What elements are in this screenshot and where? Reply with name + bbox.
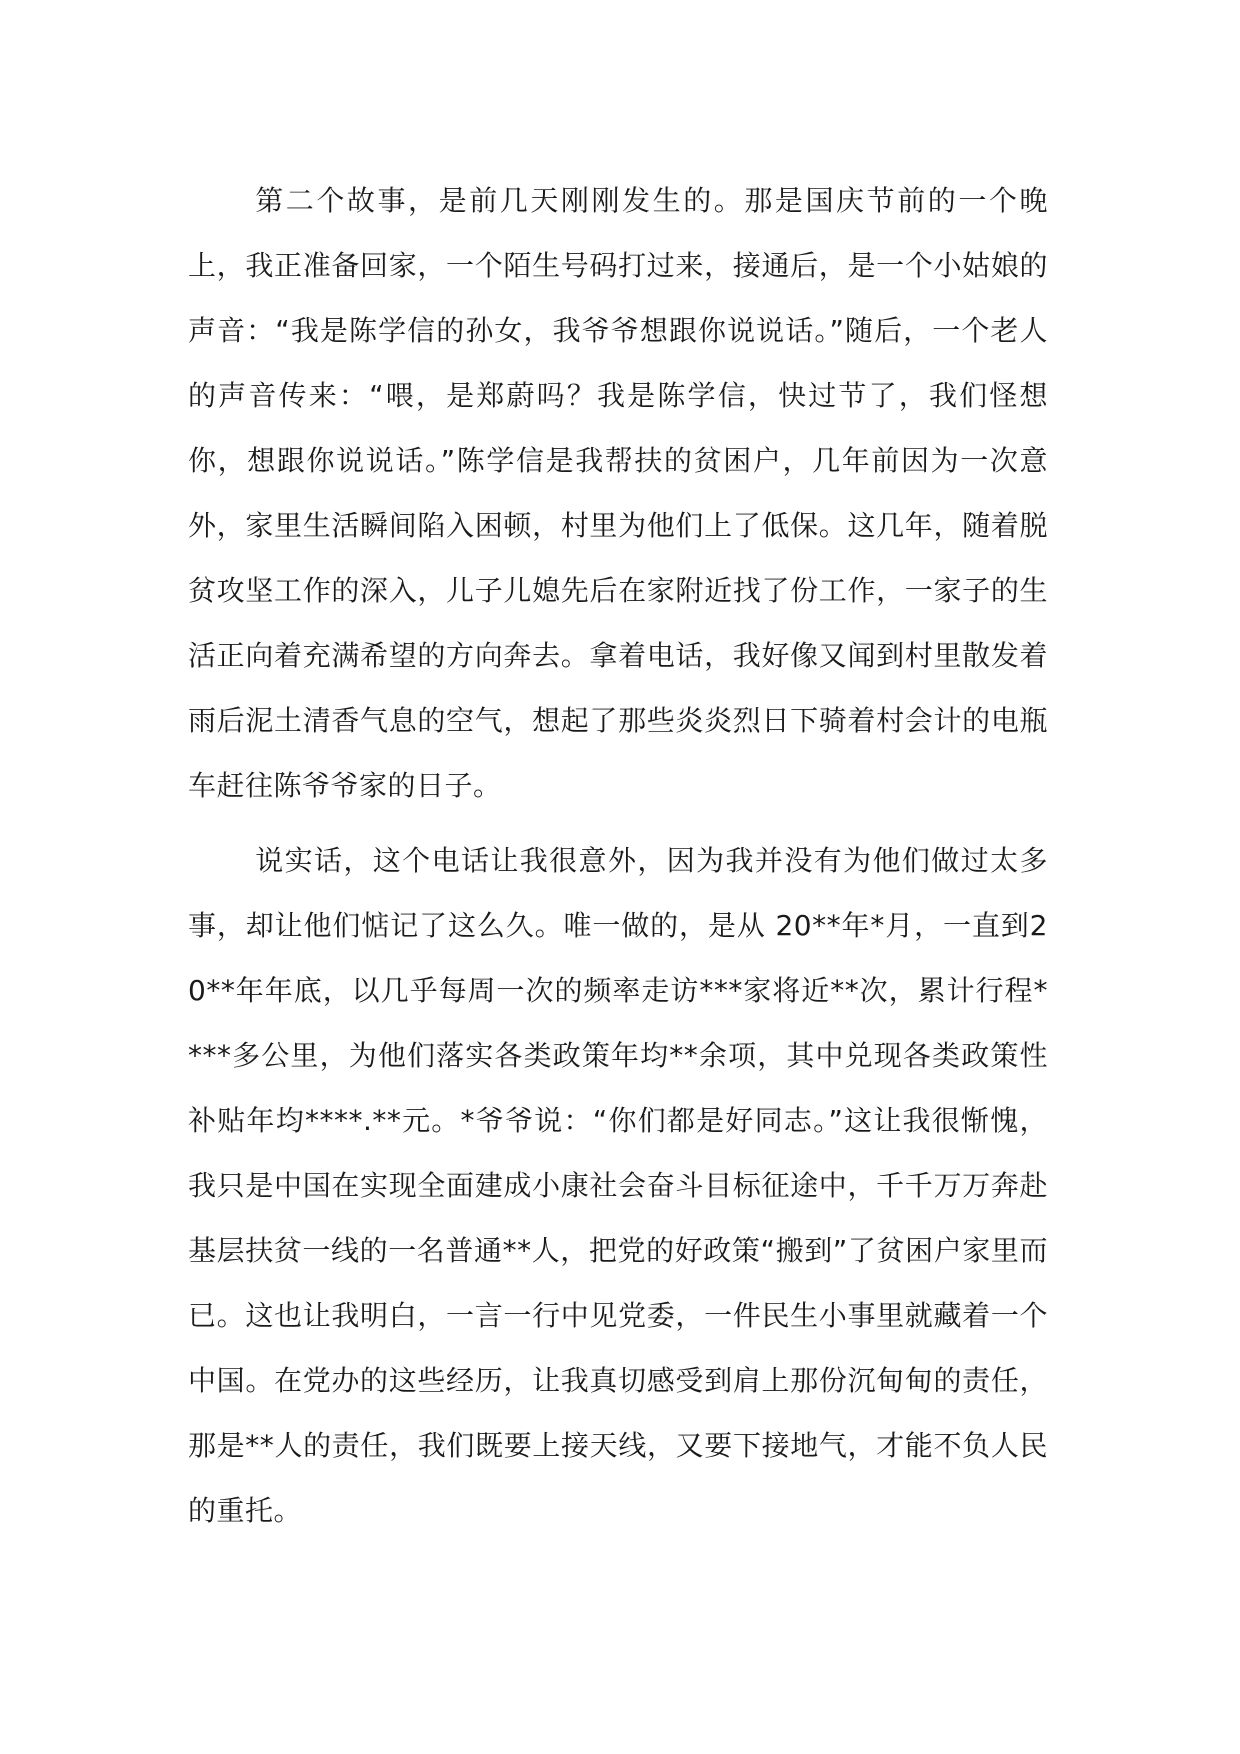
document-body xyxy=(188,168,1048,1543)
paragraph-1: 第二个故事，是前几天刚刚发生的。那是国庆节前的一个晚上，我正准备回家，一个陌生号码打过来，接通后，是一个小姑娘的声音：“我是陈学信的孙女，我爷爷想跟你说说话。”随后，一个老人的声音传来：“喂，是郑蔚吗？我是陈学信，快过节了，我们怪想你，想跟你说说话。”陈学信是我帮扶的贫困户，几年前因为一次意外，家里生活瞬间陷入困顿，村里为他们上了低保。这几年，随着脱贫攻坚工作的深入，儿子儿媳先后在家附近找了份工作，一家子的生活正向着充满希望的方向奔去。拿着电话，我好像又闻到村里散发着雨后泥土清香气息的空气，想起了那些炎炎烈日下骑着村会计的电瓶车赶往陈爷爷家的日子。 xyxy=(188,184,1048,802)
paragraph-2: 说实话，这个电话让我很意外，因为我并没有为他们做过太多事，却让他们惦记了这么久。唯一做的，是从 20**年*月，一直到20**年年底，以几乎每周一次的频率走访***家将近**次，累计行程****多公里，为他们落实各类政策年均**余项，其中兑现各类政策性补贴年均****.**元。*爷爷说：“你们都是好同志。”这让我很惭愧，我只是中国在实现全面建成小康社会奋斗目标征途中，千千万万奔赴基层扶贫一线的一名普通**人，把党的好政策“搬到”了贫困户家里而已。这也让我明白，一言一行中见党委，一件民生小事里就藏着一个中国。在党办的这些经历，让我真切感受到肩上那份沉甸甸的责任，那是**人的责任，我们既要上接天线，又要下接地气，才能不负人民的重托。 xyxy=(188,844,1048,1527)
